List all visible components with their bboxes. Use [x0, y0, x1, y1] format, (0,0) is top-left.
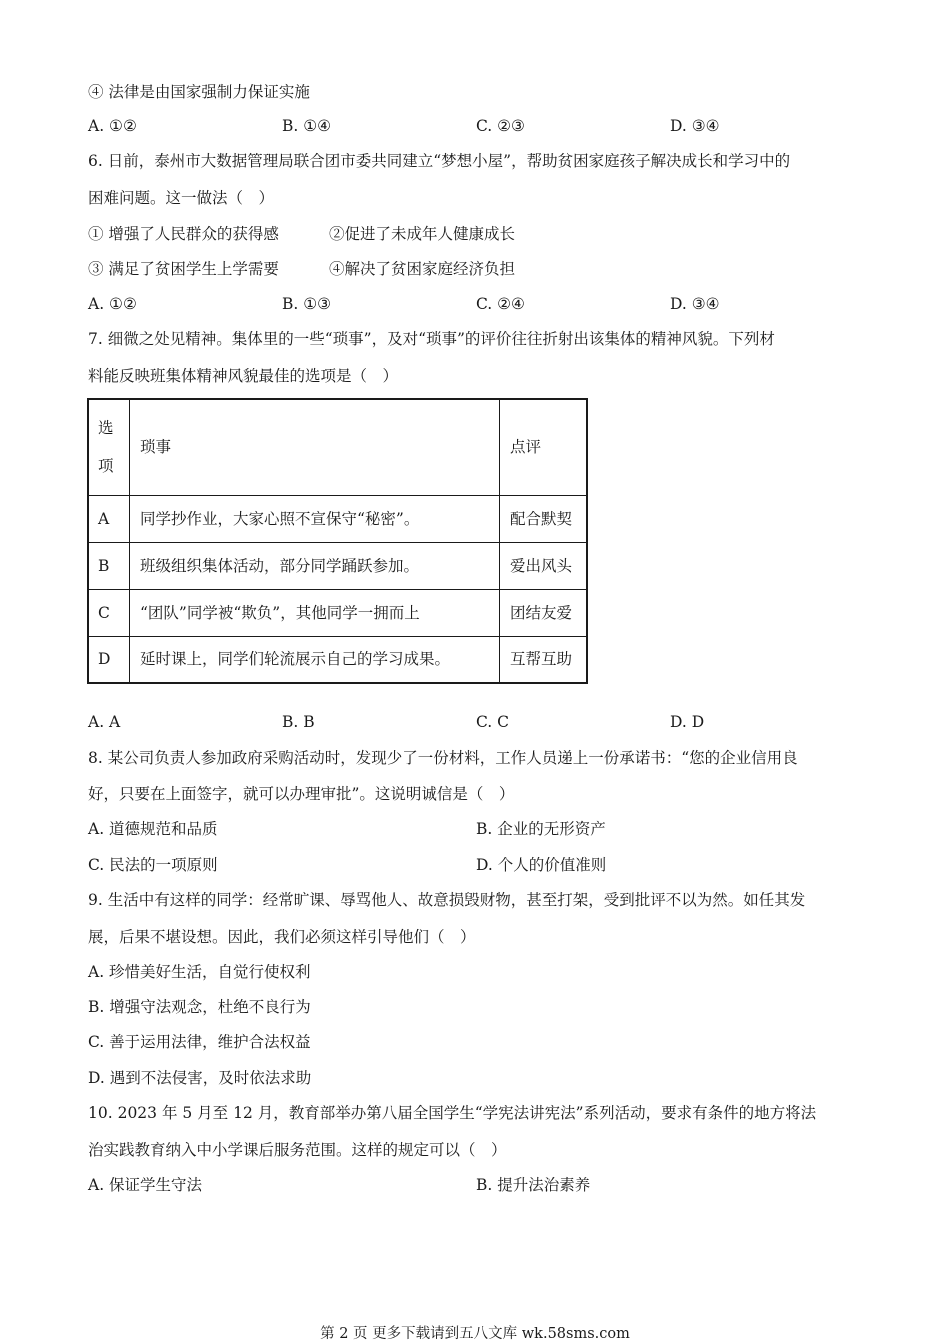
q9-stem-line2: 展，后果不堪设想。因此，我们必须这样引导他们（ ）	[88, 928, 476, 946]
q8-answer-b: B. 企业的无形资产	[476, 820, 606, 838]
q10-answer-row1	[0, 1175, 950, 1195]
row-option: A	[88, 495, 130, 542]
q7-stem-line2: 料能反映班集体精神风貌最佳的选项是（ ）	[88, 367, 399, 385]
row-event: 延时课上，同学们轮流展示自己的学习成果。	[130, 636, 500, 683]
q7-answer-c: C. C	[476, 713, 510, 731]
q8-stem-line1: 8. 某公司负责人参加政府采购活动时，发现少了一份材料，工作人员递上一份承诺书：“您的企业信用良	[88, 749, 798, 767]
q9-answer-c: C. 善于运用法律，维护合法权益	[88, 1033, 311, 1051]
header-event-cell: 琐事	[130, 399, 500, 495]
q6-stem-line1: 6. 日前，泰州市大数据管理局联合团市委共同建立“梦想小屋”，帮助贫困家庭孩子解决成长和学习中的	[88, 152, 791, 170]
q7-table	[87, 398, 588, 684]
table-row	[88, 542, 587, 589]
q9-stem-line1: 9. 生活中有这样的同学：经常旷课、辱骂他人、故意损毁财物，甚至打架，受到批评不以为然。如任其发	[88, 891, 806, 909]
q8-answer-a: A. 道德规范和品质	[88, 820, 218, 838]
row-comment: 爱出风头	[500, 542, 588, 589]
q5-answer-d: D. ③④	[670, 117, 720, 135]
q5-answer-row	[0, 116, 950, 136]
q6-answer-a: A. ①②	[88, 295, 137, 313]
table-row	[88, 495, 587, 542]
table-header-row	[88, 399, 587, 495]
q6-statement-3: ③ 满足了贫困学生上学需要	[88, 260, 279, 278]
page-footer: 第 2 页 更多下载请到五八文库 wk.58sms.com	[320, 1326, 630, 1342]
q8-stem-line2: 好，只要在上面签字，就可以办理审批”。这说明诚信是（ ）	[88, 785, 515, 803]
q10-answer-a: A. 保证学生守法	[88, 1176, 203, 1194]
q6-stem-line2: 困难问题。这一做法（ ）	[88, 189, 275, 207]
q9-answer-b: B. 增强守法观念，杜绝不良行为	[88, 998, 311, 1016]
row-option: C	[88, 589, 130, 636]
q8-answer-d: D. 个人的价值准则	[476, 856, 607, 874]
q8-answer-c: C. 民法的一项原则	[88, 856, 218, 874]
q9-answer-a: A. 珍惜美好生活，自觉行使权利	[88, 963, 311, 981]
row-event: 班级组织集体活动，部分同学踊跃参加。	[130, 542, 500, 589]
q7-stem-line1: 7. 细微之处见精神。集体里的一些“琐事”，及对“琐事”的评价往往折射出该集体的精神风貌。下列材	[88, 330, 775, 348]
q5-answer-b: B. ①④	[282, 117, 332, 135]
row-event: “团队”同学被“欺负”，其他同学一拥而上	[130, 589, 500, 636]
table-row	[88, 636, 587, 683]
q5-option-4: ④ 法律是由国家强制力保证实施	[88, 83, 310, 101]
q7-answer-d: D. D	[670, 713, 705, 731]
q7-answer-a: A. A	[88, 713, 121, 731]
q8-answer-row1	[0, 819, 950, 839]
q5-answer-c: C. ②③	[476, 117, 525, 135]
row-comment: 团结友爱	[500, 589, 588, 636]
q6-statement-4: ④解决了贫困家庭经济负担	[329, 260, 516, 278]
row-event: 同学抄作业，大家心照不宣保守“秘密”。	[130, 495, 500, 542]
q8-answer-row2	[0, 855, 950, 875]
q6-answer-c: C. ②④	[476, 295, 525, 313]
header-comment-cell: 点评	[500, 399, 588, 495]
q7-answer-b: B. B	[282, 713, 315, 731]
q6-statement-2: ②促进了未成年人健康成长	[329, 225, 516, 243]
header-option-char1: 选	[98, 419, 114, 438]
table-row	[88, 589, 587, 636]
q5-answer-a: A. ①②	[88, 117, 137, 135]
header-option-cell	[88, 399, 130, 495]
header-option-char2: 项	[98, 457, 114, 476]
q10-stem-line1: 10. 2023 年 5 月至 12 月，教育部举办第八届全国学生“学宪法讲宪法”系列活动，要求有条件的地方将法	[88, 1104, 817, 1122]
row-comment: 互帮互助	[500, 636, 588, 683]
q7-answer-row	[0, 712, 950, 732]
q10-answer-b: B. 提升法治素养	[476, 1176, 591, 1194]
q6-answer-row	[0, 294, 950, 314]
q9-answer-d: D. 遇到不法侵害，及时依法求助	[88, 1069, 312, 1087]
q6-answer-d: D. ③④	[670, 295, 720, 313]
q6-answer-b: B. ①③	[282, 295, 332, 313]
row-option: B	[88, 542, 130, 589]
row-comment: 配合默契	[500, 495, 588, 542]
row-option: D	[88, 636, 130, 683]
q10-stem-line2: 治实践教育纳入中小学课后服务范围。这样的规定可以（ ）	[88, 1141, 507, 1159]
q6-statement-1: ① 增强了人民群众的获得感	[88, 225, 279, 243]
